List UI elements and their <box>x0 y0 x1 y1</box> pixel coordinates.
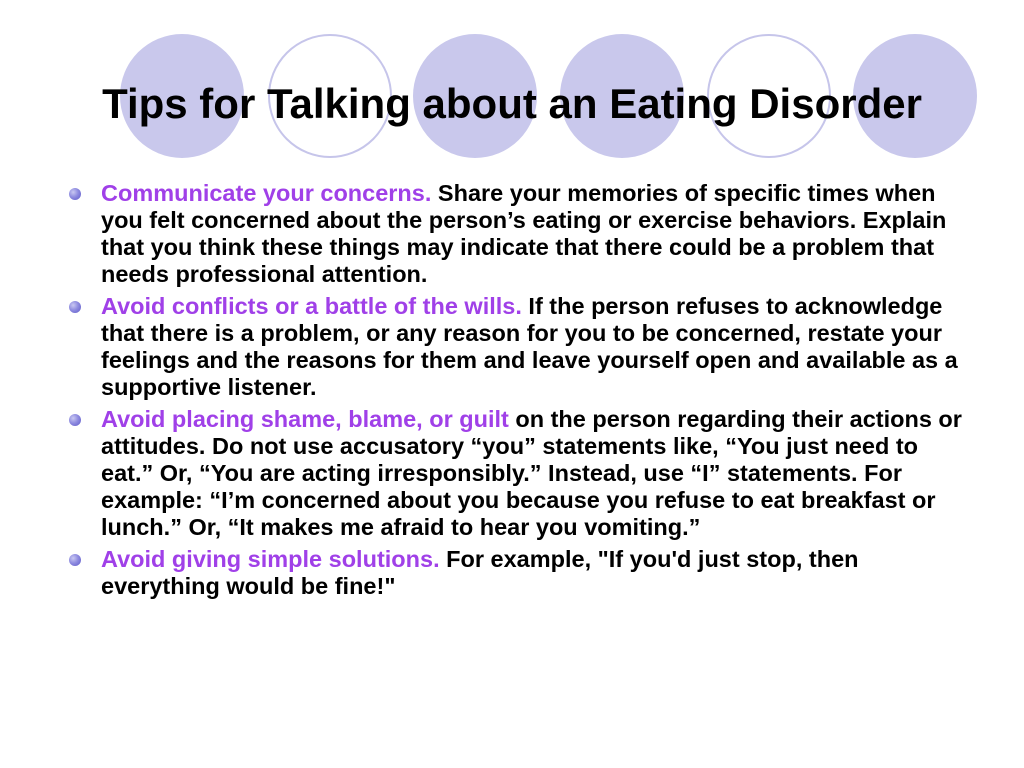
bullet-item <box>66 293 966 401</box>
bullet-body-text: If the person refuses to acknowledge that there is a problem, or any reason for you to be concerned, restate your feelings and the reasons for them and leave yourself open and available as a supportive listener. <box>101 293 958 400</box>
bullet-lead-text: Communicate your concerns. <box>101 180 432 206</box>
bullet-item <box>66 406 966 541</box>
bullet-body-text: Share your memories of specific times when you felt concerned about the person’s eating or exercise behaviors. Explain that you think these things may indicate that there could be a problem that needs professional attention. <box>101 180 947 287</box>
bullet-lead-text: Avoid giving simple solutions. <box>101 546 440 572</box>
bullet-dot-icon <box>69 188 81 200</box>
bullet-dot-icon <box>69 301 81 313</box>
bullet-list <box>66 180 966 605</box>
bullet-dot-icon <box>69 554 81 566</box>
bullet-body-text: For example, "If you'd just stop, then everything would be fine!" <box>101 546 859 599</box>
bullet-lead-text: Avoid placing shame, blame, or guilt <box>101 406 509 432</box>
slide-title: Tips for Talking about an Eating Disorder <box>102 80 922 127</box>
bullet-body-text: on the person regarding their actions or attitudes. Do not use accusatory “you” statements like, “You just need to eat.” Or, “You are acting irresponsibly.” Instead, use “I” statements. For example: “I’m concerned about you because you refuse to eat breakfast or lunch.” Or, “It makes me afraid to hear you vomiting.” <box>101 406 962 540</box>
bullet-item <box>66 546 966 600</box>
bullet-dot-icon <box>69 414 81 426</box>
bullet-lead-text: Avoid conflicts or a battle of the wills. <box>101 293 522 319</box>
bullet-item <box>66 180 966 288</box>
